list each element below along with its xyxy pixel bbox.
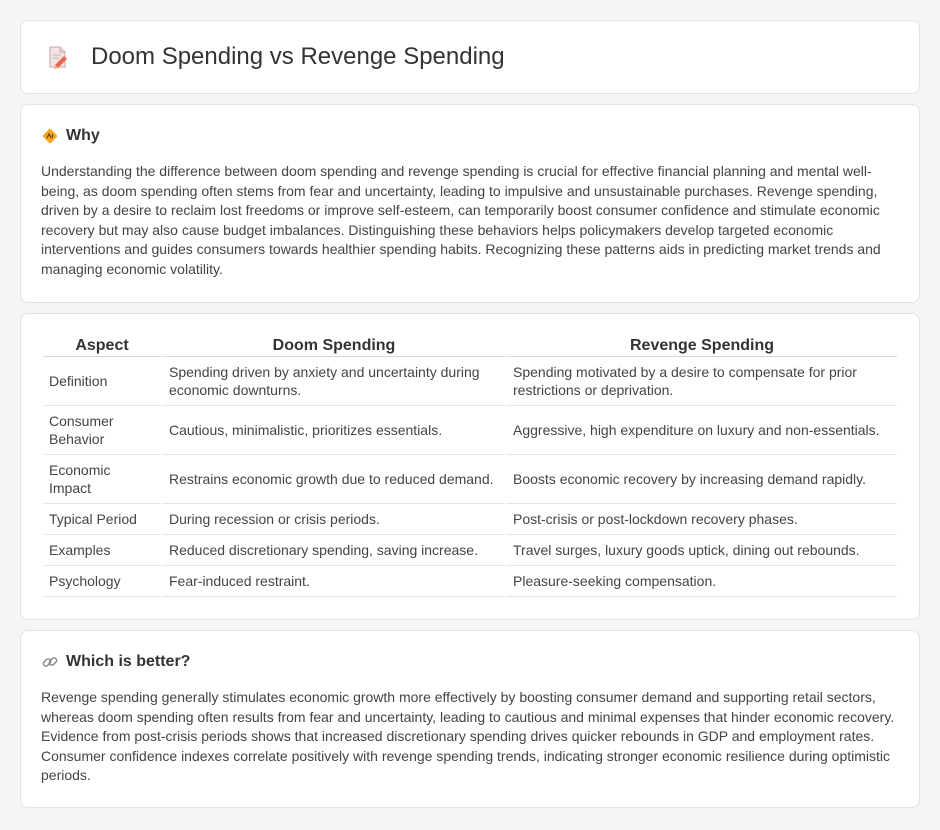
header-card bbox=[20, 20, 920, 94]
table-row bbox=[43, 455, 897, 504]
revenge-cell: Travel surges, luxury goods uptick, dining out rebounds. bbox=[507, 535, 897, 566]
doom-cell: During recession or crisis periods. bbox=[163, 504, 505, 535]
header-revenge-spending: Revenge Spending bbox=[507, 334, 897, 357]
aspect-cell: Economic Impact bbox=[43, 455, 161, 504]
aspect-cell: Psychology bbox=[43, 566, 161, 597]
link-icon bbox=[41, 653, 59, 671]
better-text: Revenge spending generally stimulates economic growth more effectively by boosting consumer demand and supporting retail sectors, whereas doom spending often results from fear and uncertainty, leading to cautious and minimal expenses that hinder economic recovery. Evidence from post-crisis periods shows that increased discretionary spending drives quicker rebounds in GDP and employment rates. Consumer confidence indexes correlate positively with revenge spending trends, indicating stronger economic resilience during optimistic periods. bbox=[41, 689, 895, 783]
comparison-table-card bbox=[20, 313, 920, 620]
table-row bbox=[43, 357, 897, 406]
table-row bbox=[43, 566, 897, 597]
doom-cell: Reduced discretionary spending, saving increase. bbox=[163, 535, 505, 566]
why-section bbox=[20, 104, 920, 303]
header-aspect: Aspect bbox=[43, 334, 161, 357]
doom-cell: Cautious, minimalistic, prioritizes essentials. bbox=[163, 406, 505, 455]
table-row bbox=[43, 535, 897, 566]
doom-cell: Restrains economic growth due to reduced demand. bbox=[163, 455, 505, 504]
revenge-cell: Aggressive, high expenditure on luxury and non-essentials. bbox=[507, 406, 897, 455]
revenge-cell: Post-crisis or post-lockdown recovery phases. bbox=[507, 504, 897, 535]
why-heading bbox=[41, 127, 899, 145]
aspect-cell: Typical Period bbox=[43, 504, 161, 535]
comparison-table bbox=[41, 334, 899, 597]
why-title: Why bbox=[66, 127, 100, 144]
page-title: Doom Spending vs Revenge Spending bbox=[91, 43, 505, 70]
better-title: Which is better? bbox=[66, 653, 191, 670]
aspect-cell: Definition bbox=[43, 357, 161, 406]
doom-cell: Fear-induced restraint. bbox=[163, 566, 505, 597]
aspect-cell: Examples bbox=[43, 535, 161, 566]
document-edit-icon bbox=[45, 44, 71, 70]
why-text: Understanding the difference between doom spending and revenge spending is crucial for effective financial planning and mental well-being, as doom spending often stems from fear and uncertainty, leading to impulsive and unsustainable purchases. Revenge spending, driven by a desire to reclaim lost freedoms or improve self-esteem, can temporarily boost consumer confidence and stimulate economic recovery but may also cause budget imbalances. Distinguishing these behaviors helps policymakers develop targeted economic interventions and guides consumers towards healthier spending habits. Recognizing these patterns aids in predicting market trends and managing economic volatility. bbox=[41, 163, 881, 277]
road-sign-icon bbox=[41, 127, 59, 145]
table-row bbox=[43, 406, 897, 455]
revenge-cell: Spending motivated by a desire to compensate for prior restrictions or deprivation. bbox=[507, 357, 897, 406]
which-is-better-section bbox=[20, 630, 920, 808]
table-row bbox=[43, 504, 897, 535]
header-doom-spending: Doom Spending bbox=[163, 334, 505, 357]
better-heading bbox=[41, 653, 899, 671]
doom-cell: Spending driven by anxiety and uncertainty during economic downturns. bbox=[163, 357, 505, 406]
revenge-cell: Pleasure-seeking compensation. bbox=[507, 566, 897, 597]
aspect-cell: Consumer Behavior bbox=[43, 406, 161, 455]
revenge-cell: Boosts economic recovery by increasing demand rapidly. bbox=[507, 455, 897, 504]
table-header-row bbox=[43, 334, 897, 357]
